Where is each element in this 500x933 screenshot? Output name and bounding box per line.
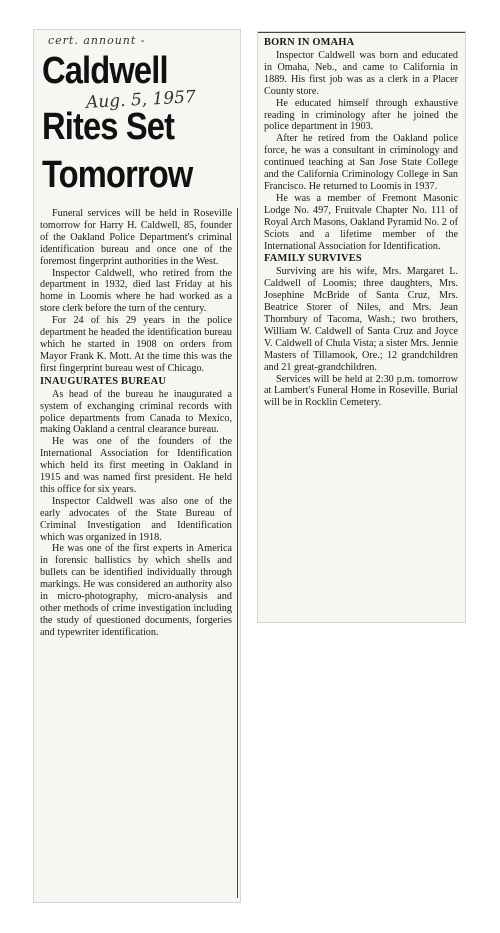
paragraph: He was one of the founders of the International Association for Identification which held its first meeting in Oakland in 1915 and was named first president. He held this office for six years. [40, 436, 232, 495]
paragraph: For 24 of his 29 years in the police department he headed the identification bureau which he started in 1908 on orders from Mayor Frank K. Mott. At the time this was the first fingerprint bureau west of Chicago. [40, 315, 232, 374]
paragraph: Services will be held at 2:30 p.m. tomorrow at Lambert's Funeral Home in Roseville. Burial will be in Rocklin Cemetery. [264, 373, 458, 409]
clipping-right [258, 32, 465, 622]
headline-line-3: Tomorrow [42, 154, 193, 196]
column-rule [237, 208, 238, 898]
top-rule [258, 32, 465, 33]
subheading: FAMILY SURVIVES [264, 253, 362, 265]
paragraph: Inspector Caldwell was also one of the early advocates of the State Bureau of Criminal Investigation and Identification which was organized in 1918. [40, 495, 232, 543]
paragraph: Inspector Caldwell was born and educated in Omaha, Neb., and came to California in 1889. His first job was as a clerk in a Placer County store. [264, 50, 458, 97]
paragraph: Inspector Caldwell, who retired from the department in 1932, died last Friday at his home in Loomis where he had worked as a store clerk before the turn of the century. [40, 267, 232, 315]
paragraph: He educated himself through exhaustive reading in criminology after he joined the police department in 1903. [264, 97, 458, 133]
headline-line-1: Caldwell [42, 50, 168, 92]
paragraph: He was a member of Fremont Masonic Lodge No. 497, Fruitvale Chapter No. 111 of Royal Arch Masons, Oakland Pyramid No. 2 of Sciots and a lifetime member of the International Association for Identification. [264, 192, 458, 252]
paragraph: Surviving are his wife, Mrs. Margaret L. Caldwell of Loomis; three daughters, Mrs. Josephine McBride of Santa Cruz, Mrs. Beatrice Storer of Niles, and Mrs. Jean Thornbury of Tacoma, Wash.; two brothers, William W. Caldwell of Santa Cruz and Joyce V. Caldwell of Chula Vista; a sister Mrs. Jennie Masters of Tillamook, Ore.; 12 grandchildren and 21 great-grandchildren. [264, 266, 458, 373]
handwritten-date: Aug. 5, 1957 [85, 87, 197, 113]
subheading: BORN IN OMAHA [264, 37, 355, 48]
subheading: INAUGURATES BUREAU [40, 375, 167, 387]
right-column-body [264, 36, 458, 409]
clipping-left [34, 30, 240, 902]
paragraph: As head of the bureau he inaugurated a system of exchanging criminal records with police departments from Canada to Mexico, making Oakland a central clearance bureau. [40, 388, 232, 436]
headline-line-2: Rites Set [42, 106, 175, 148]
paragraph: After he retired from the Oakland police force, he was a consultant in criminology and continued teaching at San Jose State College and the California Criminology College in San Francisco. He returned to Loomis in 1937. [264, 133, 458, 192]
paragraph: Funeral services will be held in Roseville tomorrow for Harry H. Caldwell, 85, founder of the Oakland Police Department's criminal identification bureau and once one of the foremost fingerprint authorities in the West. [40, 208, 232, 267]
left-column-body [40, 208, 232, 639]
handwritten-note: cert. annount - [48, 34, 146, 47]
paragraph: He was one of the first experts in America in forensic ballistics by which shells and bullets can be identified individually through markings. He was considered an authority also in micro-photography, micro-analysis and other methods of crime investigation including the study of questioned documents, forgeries and typewriter identification. [40, 543, 232, 638]
